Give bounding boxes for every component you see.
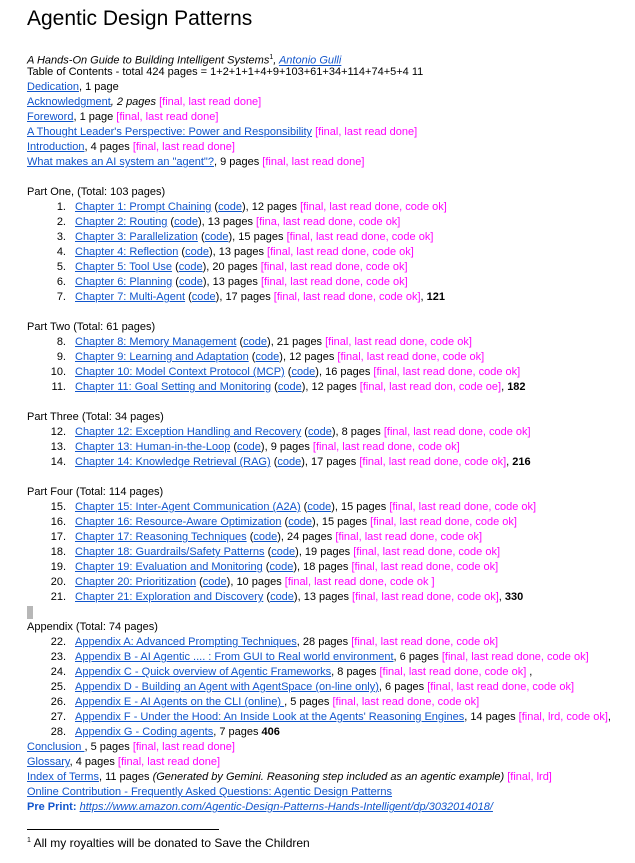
page-count: , 21 pages [270,336,326,348]
list-number: 9. [56,351,66,363]
chapter-link[interactable]: Chapter 6: Planning [75,276,173,288]
part-heading: Part Four (Total: 114 pages) [27,486,164,498]
list-number: 17. [50,531,66,543]
appendix-item [27,695,632,710]
status-note: [final, last read done, code ok] [273,291,421,303]
page-count: , 6 pages [378,681,428,693]
page-count: , 13 pages [201,216,257,228]
code-open: ( [172,276,179,288]
code-close: ) [202,261,207,273]
chapter-link[interactable]: Chapter 20: Prioritization [75,576,197,588]
back-matter-link[interactable]: Conclusion [27,741,85,753]
code-close: ) [202,276,207,288]
page-count: , 15 pages [334,501,390,513]
chapter-item [27,515,632,530]
list-number: 25. [50,681,66,693]
footnote: $^1$ All my royalties will be donated to Save the Children [27,836,310,850]
status-note: [final, last read done, code ok] [286,231,434,243]
appendix-link[interactable]: Appendix D - Building an Agent with AgentSpace (on-line only) [75,681,379,693]
chapter-link[interactable]: Chapter 3: Parallelization [75,231,198,243]
footnote-marker[interactable]: 1 [269,54,274,61]
chapter-link[interactable]: Chapter 1: Prompt Chaining [75,201,212,213]
footnote-text: All my royalties will be donated to Save the Children [30,836,310,850]
code-close: ) [279,351,283,363]
list-number: 11. [51,381,66,393]
toc-summary: Table of Contents - total 424 pages = 1+2+1+1+4+9+103+61+34+114+74+5+4 11 [27,66,424,78]
status-note: [final, last read done, code ok] [389,501,537,513]
subtitle: A Hands-On Guide to Building Intelligent Systems [27,54,270,67]
page-count: , 12 pages [245,201,301,213]
page-count: , 17 pages [304,456,360,468]
chapter-item [27,215,632,230]
code-open: ( [185,291,192,303]
code-close: ) [208,246,213,258]
document-page [27,6,632,815]
part-heading: Part Two (Total: 61 pages) [27,321,156,333]
chapter-link[interactable]: Chapter 18: Guardrails/Safety Patterns [75,546,265,558]
chapter-link[interactable]: Chapter 12: Exception Handling and Recovery [75,426,302,438]
chapter-item [27,275,632,290]
page-count: , 18 pages [297,561,352,573]
chapter-link[interactable]: Chapter 7: Multi-Agent [75,291,186,303]
page-count: , 16 pages [318,366,374,378]
gray-marker [27,606,33,619]
subtitle-line: A Hands-On Guide to Building Intelligent Systems$^1$, Antonio Gulli [27,54,342,67]
back-matter-item [27,740,632,755]
list-number: 22. [50,636,66,648]
footnote-divider [27,829,219,830]
page-count: , 9 pages [264,441,313,453]
front-matter-item [27,155,632,170]
page-count: , 15 pages [315,516,371,528]
status-note: [final, last read done] [262,156,365,168]
chapter-item [27,530,632,545]
code-open: ( [270,456,278,468]
code-close: ) [228,231,233,243]
part-heading: Part Three (Total: 34 pages) [27,411,164,423]
code-open: ( [197,231,205,243]
chapter-link[interactable]: Chapter 5: Tool Use [75,261,173,273]
front-matter-item [27,95,632,110]
appendix-link[interactable]: Appendix F - Under the Hood: An Inside Look at the Agents' Reasoning Engines [75,711,465,723]
code-link[interactable]: code [277,456,302,468]
chapter-item [27,260,632,275]
code-link[interactable]: code [204,231,229,243]
appendix-link[interactable]: Appendix C - Quick overview of Agentic Frameworks [75,666,332,678]
part-heading: Part One, (Total: 103 pages) [27,186,166,198]
back-matter-item [27,755,632,770]
code-open: ( [281,516,289,528]
page-title: Agentic Design Patterns [27,7,253,30]
front-matter-item [27,140,632,155]
status-note: [final, last read done, code ok] [351,561,499,573]
list-number: 26. [50,696,66,708]
status-note: [final, last read done, code ok] [337,351,485,363]
code-link[interactable]: code [307,501,332,513]
chapter-item: 11. Chapter 11: Goal Setting and Monitoring (code), 12 pages [final, last read don, code oe], 182 [27,380,632,395]
back-matter [27,740,632,785]
front-matter-item [27,80,632,95]
status-note: [fina, last read done, code ok] [256,216,401,228]
punct: , [607,711,611,723]
chapter-item [27,500,632,515]
status-note: [final, last read done, code ok] [335,531,483,543]
status-note: [final, lrd, code ok] [518,711,608,723]
list-number: 6. [56,276,66,288]
code-open: ( [248,351,256,363]
list-number: 4. [56,246,66,258]
preprint-line: Pre Print: https://www.amazon.com/Agentic-Design-Patterns-Hands-Intelligent/dp/3032014018/ [27,801,493,813]
back-matter-item [27,770,632,785]
page-count: , 11 pages [98,771,153,783]
page-count: , 4 pages [84,141,133,153]
page-count: , 7 pages [213,726,262,738]
chapter-item [27,230,632,245]
status-note: [final, last read done] [117,756,221,768]
page-count: , 6 pages [393,651,442,663]
page-count: , 2 pages [110,96,160,108]
chapter-item [27,545,632,560]
chapter-link[interactable]: Chapter 16: Resource-Aware Optimization [75,516,282,528]
status-note: [final, last read done] [159,96,262,108]
list-number: 15. [50,501,66,513]
code-link[interactable]: code [270,591,294,603]
front-matter-item [27,110,632,125]
list-number: 24. [50,666,66,678]
appendix-item [27,665,632,680]
front-matter-link[interactable]: What makes an AI system an "agent"? [27,156,214,168]
page-count: , 28 pages [296,636,352,648]
code-close: ) [301,456,305,468]
status-note: [final, last read done] [132,141,235,153]
chapter-item [27,350,632,365]
code-close: ) [293,591,298,603]
appendix-item [27,635,632,650]
page-count: , 12 pages [305,381,360,393]
chapter-item [27,200,632,215]
code-close: ) [301,381,306,393]
code-close: ) [293,561,297,573]
preprint-link[interactable]: https://www.amazon.com/Agentic-Design-Patterns-Hands-Intelligent/dp/3032014018/ [79,801,493,813]
list-number: 3. [56,231,66,243]
chapter-link[interactable]: Chapter 13: Human-in-the-Loop [75,441,231,453]
page-count: , 24 pages [280,531,336,543]
list-number: 7. [56,291,66,303]
page-count: , 1 page [78,81,119,93]
author-link[interactable]: Antonio Gulli [278,54,342,67]
parts-list [27,170,632,605]
chapter-link[interactable]: Chapter 11: Goal Setting and Monitoring [75,381,272,393]
appendix-link[interactable]: Appendix A: Advanced Prompting Techniques [75,636,297,648]
code-open: ( [300,501,308,513]
status-note: [final, last read done, code ok] [351,636,498,648]
list-number: 12. [50,426,66,438]
list-number: 10. [50,366,66,378]
status-note: [final, last read done, code ok] [332,696,480,708]
status-note: [final, last read done, code ok] [441,651,589,663]
code-link[interactable]: code [277,381,302,393]
code-close: ) [267,336,271,348]
chapter-link[interactable]: Chapter 17: Reasoning Techniques [75,531,247,543]
status-note: [final, lrd] [507,771,552,783]
back-matter-link[interactable]: Index of Terms [27,771,99,783]
code-open: ( [271,381,278,393]
status-note: [final, last read done, code ok] [373,366,521,378]
code-open: ( [264,546,272,558]
front-matter-link[interactable]: Dedication [27,81,79,93]
code-link[interactable]: code [288,516,313,528]
list-number: 14. [50,456,66,468]
code-open: ( [172,261,179,273]
list-number: 13. [50,441,66,453]
page-count: , 15 pages [232,231,287,243]
code-close: ) [215,291,220,303]
chapter-item [27,560,632,575]
status-note: [final, last read don, code oe] [359,381,502,393]
front-matter-link[interactable]: Introduction [27,141,85,153]
code-close: ) [277,531,281,543]
chapter-item: 14. Chapter 14: Knowledge Retrieval (RAG) (code), 17 pages [final, last read done, code ok], 216 [27,455,632,470]
front-matter-link[interactable]: A Thought Leader's Perspective: Power and Responsibility [27,126,313,138]
code-link[interactable]: code [202,576,227,588]
chapter-link[interactable]: Chapter 10: Model Context Protocol (MCP) [75,366,285,378]
front-matter-item [27,125,632,140]
chapter-link[interactable]: Chapter 14: Knowledge Retrieval (RAG) [75,456,271,468]
status-note: [final, last read done] [132,741,235,753]
code-open: ( [178,246,186,258]
code-link[interactable]: code [237,441,261,453]
chapter-item: 21. Chapter 21: Exploration and Discovery (code), 13 pages [final, last read done, code ok], 330 [27,590,632,605]
code-link[interactable]: code [253,531,278,543]
page-count: , 13 pages [212,246,268,258]
chapter-item [27,575,632,590]
page-count: , 17 pages [219,291,274,303]
online-contribution-line [27,785,632,800]
code-link[interactable]: code [185,246,209,258]
code-close: ) [197,216,202,228]
chapter-link[interactable]: Chapter 21: Exploration and Discovery [75,591,264,603]
page-count: , 13 pages [297,591,353,603]
code-link[interactable]: code [307,426,332,438]
code-link[interactable]: code [178,276,203,288]
code-link[interactable]: code [178,261,203,273]
page-count: , 13 pages [206,276,261,288]
status-note: [final, last read done, code ok] [325,336,472,348]
code-close: ) [241,201,246,213]
status-note: [final, last read done, code ok] [370,516,517,528]
appendix-link[interactable]: Appendix B - AI Agentic .... : From GUI to Real world environment [75,651,394,663]
appendix-item [27,725,632,740]
status-note: [final, last read done, code ok] [379,666,527,678]
running-total: 216 [512,456,531,468]
status-note: [final, last read done, code ok] [260,276,408,288]
chapter-link[interactable]: Chapter 8: Memory Management [75,336,237,348]
appendix-list [27,635,632,740]
code-link[interactable]: code [269,561,294,573]
code-open: ( [301,426,308,438]
page-count: , 5 pages [84,741,133,753]
page-count: , 10 pages [230,576,285,588]
code-open: ( [284,366,292,378]
front-matter [27,80,632,170]
page-count: , 8 pages [331,666,380,678]
code-open: ( [211,201,219,213]
page-count: , 8 pages [335,426,384,438]
code-open: ( [167,216,175,228]
list-number: 23. [50,651,66,663]
code-link[interactable]: code [218,201,242,213]
status-note: [final, last read done, code ok] [353,546,501,558]
online-contribution-link[interactable]: Online Contribution - Frequently Asked Questions: Agentic Design Patterns [27,786,393,798]
running-total: 406 [261,726,280,738]
page-count: , 12 pages [282,351,338,363]
gemini-note: (Generated by Gemini. Reasoning step included as an agentic example) [152,771,505,783]
list-number: 21. [50,591,66,603]
status-note: [final, last read done] [315,126,418,138]
code-close: ) [331,501,335,513]
page-count: , 20 pages [206,261,261,273]
status-note: [final, last read done, code ok ] [284,576,435,588]
code-close: ) [226,576,231,588]
list-number: 28. [50,726,66,738]
page-count: , 4 pages [69,756,118,768]
list-number: 18. [50,546,66,558]
chapter-link[interactable]: Chapter 15: Inter-Agent Communication (A2A) [75,501,301,513]
code-close: ) [331,426,336,438]
code-open: ( [230,441,238,453]
chapter-item [27,335,632,350]
page-count: , 19 pages [298,546,354,558]
page-count: , 9 pages [213,156,263,168]
chapter-item [27,365,632,380]
code-open: ( [262,561,270,573]
chapter-item: 7. Chapter 7: Multi-Agent (code), 17 pages [final, last read done, code ok], 121 [27,290,632,305]
code-link[interactable]: code [191,291,216,303]
status-note: [final, last read done, code ok] [267,246,414,258]
back-matter-link[interactable]: Glossary [27,756,70,768]
code-close: ) [295,546,299,558]
code-link[interactable]: code [174,216,198,228]
running-total: 121 [426,291,446,303]
status-note: [final, last read done, code ok] [352,591,499,603]
list-number: 27. [50,711,66,723]
chapter-item [27,425,632,440]
list-number: 20. [50,576,66,588]
status-note: [final, last read done, code ok] [312,441,460,453]
status-note: [final, last read done, code ok] [383,426,531,438]
code-link[interactable]: code [243,336,268,348]
appendix-item [27,650,632,665]
code-open: ( [263,591,271,603]
appendix-heading: Appendix (Total: 74 pages) [27,621,158,633]
code-open: ( [236,336,244,348]
chapter-link[interactable]: Chapter 9: Learning and Adaptation [75,351,249,363]
chapter-item [27,440,632,455]
status-note: [final, last read done, code ok] [427,681,575,693]
code-close: ) [312,516,316,528]
code-open: ( [246,531,254,543]
list-number: 5. [56,261,66,273]
status-note: [final, last read done, code ok] [260,261,408,273]
appendix-link[interactable]: Appendix G - Coding agents [75,726,214,738]
list-number: 1. [56,201,66,213]
list-number: 16. [50,516,66,528]
preprint-label: Pre Print [27,801,73,813]
code-open: ( [196,576,203,588]
chapter-link[interactable]: Chapter 2: Routing [75,216,168,228]
status-note: [final, last read done, code ok] [300,201,447,213]
code-link[interactable]: code [291,366,316,378]
appendix-item [27,680,632,695]
code-close: ) [260,441,265,453]
status-note: [final, last read done, code ok] [359,456,507,468]
status-note: [final, last read done] [116,111,219,123]
front-matter-link[interactable]: Foreword [27,111,74,123]
page-count: , 1 page [73,111,117,123]
code-link[interactable]: code [271,546,296,558]
chapter-item [27,245,632,260]
running-total: 182 [507,381,526,393]
list-number: 8. [56,336,66,348]
list-number: 2. [56,216,66,228]
appendix-item [27,710,632,725]
appendix-link[interactable]: Appendix E - AI Agents on the CLI (online) [75,696,285,708]
chapter-link[interactable]: Chapter 19: Evaluation and Monitoring [75,561,263,573]
front-matter-link[interactable]: Acknowledgment [27,96,111,108]
chapter-link[interactable]: Chapter 4: Reflection [75,246,179,258]
running-total: 330 [504,591,524,603]
code-close: ) [315,366,319,378]
punct: , [526,666,533,678]
page-count: , 5 pages [284,696,333,708]
list-number: 19. [50,561,66,573]
page-count: , 14 pages [464,711,519,723]
code-link[interactable]: code [255,351,280,363]
